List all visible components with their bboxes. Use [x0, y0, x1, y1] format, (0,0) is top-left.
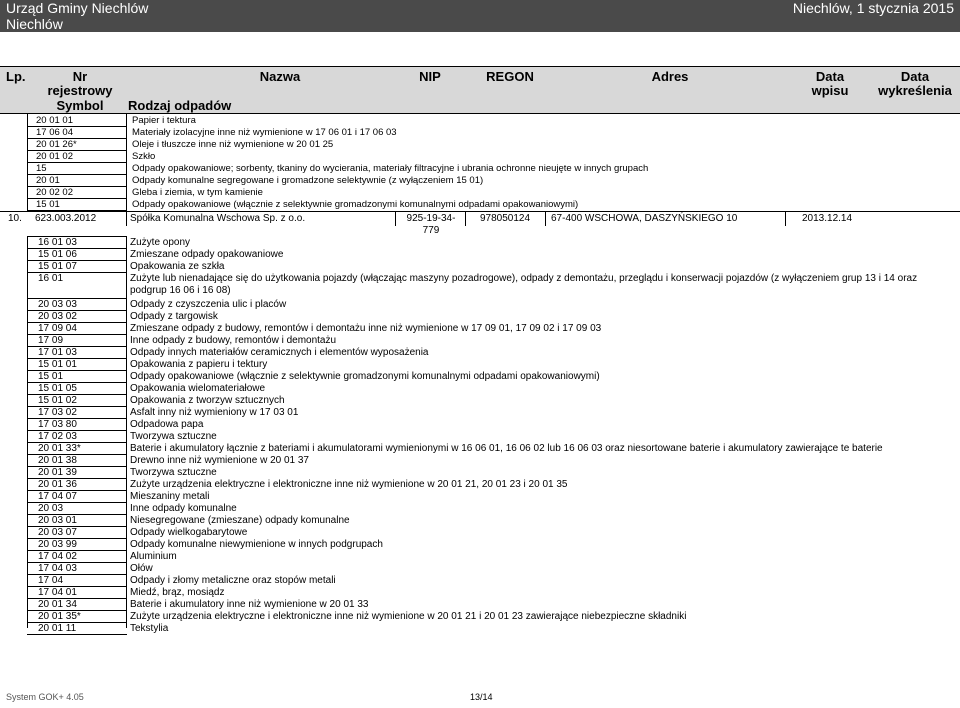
entry-nr: 623.003.2012 — [35, 213, 97, 224]
waste-name: Odpady z targowisk — [130, 311, 218, 322]
grid-line — [126, 212, 127, 226]
waste-code: 15 01 06 — [38, 249, 77, 260]
waste-code: 16 01 — [38, 273, 64, 284]
waste-code: 20 03 03 — [38, 299, 77, 310]
waste-name: Szkło — [132, 151, 156, 162]
waste-name: Zużyte urządzenia elektryczne i elektroniczne inne niż wymienione w 20 01 21 i 20 01 23 zawierające niebezpieczne składniki — [130, 611, 687, 622]
footer-page: 13/14 — [470, 692, 493, 702]
waste-name: Gleba i ziemia, w tym kamienie — [132, 187, 263, 198]
waste-code: 17 04 03 — [38, 563, 77, 574]
waste-code: 20 01 33* — [38, 443, 81, 454]
col-nr-2: rejestrowy — [47, 83, 113, 98]
waste-code: 20 03 99 — [38, 539, 77, 550]
entry-nip: 925-19-34- — [406, 213, 456, 224]
waste-name: Odpady komunalne segregowane i gromadzone selektywnie (z wyłączeniem 15 01) — [132, 175, 484, 186]
waste-code: 17 09 — [38, 335, 64, 346]
waste-name: Zmieszane odpady opakowaniowe — [130, 249, 284, 260]
grid-line — [27, 634, 127, 635]
waste-code: 20 03 07 — [38, 527, 77, 538]
waste-name: Odpady i złomy metaliczne oraz stopów metali — [130, 575, 336, 586]
waste-code: 17 03 80 — [38, 419, 77, 430]
waste-name: Opakowania ze szkła — [130, 261, 225, 272]
waste-code: 20 01 01 — [36, 115, 73, 126]
waste-name: Miedź, brąz, mosiądz — [130, 587, 225, 598]
waste-name: Inne odpady z budowy, remontów i demontażu — [130, 335, 337, 346]
waste-code: 20 01 36 — [38, 479, 77, 490]
col-data-wpisu-2: wpisu — [811, 83, 849, 98]
waste-name: Zużyte opony — [130, 237, 191, 248]
waste-name: Opakowania z papieru i tektury — [130, 359, 268, 370]
waste-name: Opakowania wielomateriałowe — [130, 383, 266, 394]
entry-data-wpisu: 2013.12.14 — [802, 213, 853, 224]
waste-code: 20 01 39 — [38, 467, 77, 478]
entry-lp: 10. — [8, 213, 22, 224]
waste-name: Odpady opakowaniowe (włącznie z selektywnie gromadzonymi komunalnymi odpadami opakowaniowymi) — [130, 371, 600, 382]
waste-code: 15 01 02 — [38, 395, 77, 406]
col-nip: NIP — [419, 69, 441, 84]
waste-name: Baterie i akumulatory inne niż wymienione w 20 01 33 — [130, 599, 369, 610]
waste-name: Inne odpady komunalne — [130, 503, 237, 514]
waste-name: Oleje i tłuszcze inne niż wymienione w 20 01 25 — [132, 139, 334, 150]
entry-divider — [0, 211, 960, 212]
office-subtitle: Niechlów — [6, 16, 63, 32]
col-rodzaj: Rodzaj odpadów — [128, 98, 232, 113]
waste-name: Opakowania z tworzyw sztucznych — [130, 395, 285, 406]
column-header — [0, 66, 960, 114]
waste-code: 15 — [36, 163, 47, 174]
grid-line — [395, 212, 396, 226]
waste-code: 20 01 — [36, 175, 60, 186]
col-data-wykr: Data — [900, 69, 930, 84]
col-data-wykr-2: wykreślenia — [878, 83, 952, 98]
waste-name: Baterie i akumulatory łącznie z bateriami i akumulatorami wymienionymi w 16 06 01, 16 06 02 lub 16 06 03 oraz niesortowane baterie i akumulatory zawierające te baterie — [130, 443, 883, 454]
waste-name: Odpady komunalne niewymienione w innych podgrupach — [130, 539, 383, 550]
waste-name: Odpady innych materiałów ceramicznych i elementów wyposażenia — [130, 347, 429, 358]
waste-name: Tekstylia — [130, 623, 169, 634]
waste-code: 20 03 01 — [38, 515, 77, 526]
grid-line — [27, 236, 28, 628]
waste-code: 15 01 01 — [38, 359, 77, 370]
footer-system: System GOK+ 4.05 — [6, 692, 84, 702]
waste-code: 20 03 — [38, 503, 64, 514]
waste-name: Ołów — [130, 563, 153, 574]
waste-code: 20 01 11 — [38, 623, 77, 634]
waste-code: 20 01 02 — [36, 151, 73, 162]
col-data-wpisu: Data — [815, 69, 845, 84]
waste-code: 17 04 02 — [38, 551, 77, 562]
waste-code: 15 01 — [38, 371, 64, 382]
col-adres: Adres — [651, 69, 689, 84]
waste-name-cont: podgrup 16 06 i 16 08) — [130, 285, 231, 296]
entry-nazwa: Spółka Komunalna Wschowa Sp. z o.o. — [130, 213, 306, 224]
waste-code: 16 01 03 — [38, 237, 77, 248]
grid-line — [126, 236, 127, 628]
waste-name: Odpady opakowaniowe; sorbenty, tkaniny do wycierania, materiały filtracyjne i ubrania ochronne nieujęte w innych grupach — [132, 163, 649, 174]
col-nazwa: Nazwa — [259, 69, 301, 84]
waste-name: Aluminium — [130, 551, 177, 562]
waste-name: Odpady wielkogabarytowe — [130, 527, 248, 538]
header-line-1 — [0, 0, 960, 16]
waste-name: Zmieszane odpady z budowy, remontów i demontażu inne niż wymienione w 17 09 01, 17 09 02 i 17 09 03 — [130, 323, 602, 334]
waste-code: 17 04 07 — [38, 491, 77, 502]
grid-line — [465, 212, 466, 226]
waste-name: Drewno inne niż wymienione w 20 01 37 — [130, 455, 309, 466]
waste-name: Odpady z czyszczenia ulic i placów — [130, 299, 287, 310]
waste-name: Materiały izolacyjne inne niż wymienione w 17 06 01 i 17 06 03 — [132, 127, 397, 138]
col-symbol: Symbol — [56, 98, 104, 113]
waste-code: 15 01 07 — [38, 261, 77, 272]
waste-code: 20 03 02 — [38, 311, 77, 322]
grid-line — [545, 212, 546, 226]
entry-adres: 67-400 WSCHOWA, DASZYŃSKIEGO 10 — [551, 213, 738, 224]
waste-name: Odpadowa papa — [130, 419, 204, 430]
waste-code: 15 01 05 — [38, 383, 77, 394]
waste-code: 17 02 03 — [38, 431, 77, 442]
waste-code: 17 01 03 — [38, 347, 77, 358]
entry-nip-2: 779 — [422, 225, 440, 236]
waste-code: 15 01 — [36, 199, 60, 210]
waste-name: Tworzywa sztuczne — [130, 467, 217, 478]
waste-code: 17 04 01 — [38, 587, 77, 598]
waste-name: Tworzywa sztuczne — [130, 431, 217, 442]
waste-name: Zużyte lub nienadające się do użytkowania pojazdy (włączając maszyny pozadrogowe), odpady z demontażu, przeglądu i konserwacji pojazdów (z wyłączeniem grup 13 i 14 oraz — [130, 273, 918, 284]
office-title: Urząd Gminy Niechlów — [6, 0, 149, 16]
header-line-2 — [0, 16, 960, 32]
waste-name: Niesegregowane (zmieszane) odpady komunalne — [130, 515, 350, 526]
entry-regon: 978050124 — [480, 213, 531, 224]
col-regon: REGON — [486, 69, 534, 84]
waste-code: 20 01 35* — [38, 611, 81, 622]
col-lp: Lp. — [6, 69, 26, 84]
col-nr: Nr — [72, 69, 88, 84]
place-date: Niechlów, 1 stycznia 2015 — [792, 0, 954, 16]
waste-name: Papier i tektura — [132, 115, 196, 126]
waste-code: 20 02 02 — [36, 187, 73, 198]
waste-code: 20 01 38 — [38, 455, 77, 466]
waste-code: 20 01 34 — [38, 599, 77, 610]
waste-code: 20 01 26* — [36, 139, 77, 150]
grid-line — [785, 212, 786, 226]
waste-name: Mieszaniny metali — [130, 491, 210, 502]
waste-code: 17 09 04 — [38, 323, 77, 334]
waste-name: Zużyte urządzenia elektryczne i elektroniczne inne niż wymienione w 20 01 21, 20 01 23 i 20 01 35 — [130, 479, 568, 490]
waste-name: Odpady opakowaniowe (włącznie z selektywnie gromadzonymi komunalnymi odpadami opakowaniowymi) — [132, 199, 579, 210]
waste-code: 17 06 04 — [36, 127, 73, 138]
waste-code: 17 03 02 — [38, 407, 77, 418]
waste-name: Asfalt inny niż wymieniony w 17 03 01 — [130, 407, 299, 418]
waste-code: 17 04 — [38, 575, 64, 586]
